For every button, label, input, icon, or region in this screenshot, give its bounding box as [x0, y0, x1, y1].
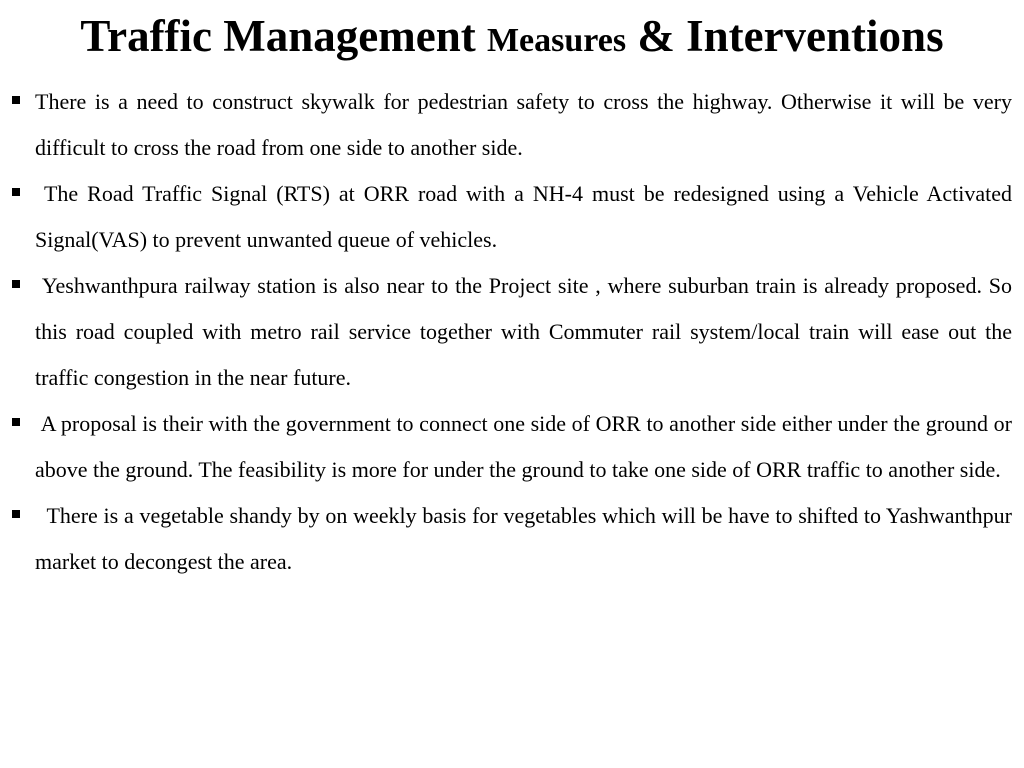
title-part-1: Traffic Management	[80, 11, 487, 61]
bullet-text: The Road Traffic Signal (RTS) at ORR road with a NH-4 must be redesigned using a Vehicle Activated Signal(VAS) to prevent unwanted queue of vehicles.	[35, 181, 1012, 252]
bullet-item-5	[0, 493, 1024, 585]
square-bullet-icon	[12, 418, 20, 426]
bullet-text: Yeshwanthpura railway station is also near to the Project site , where suburban train is already proposed. So this road coupled with metro rail service together with Commuter rail system/local train will ease out the traffic congestion in the near future.	[35, 273, 1012, 390]
square-bullet-icon	[12, 280, 20, 288]
bullet-text: There is a need to construct skywalk for pedestrian safety to cross the highway. Otherwise it will be very difficult to cross the road from one side to another side.	[35, 89, 1012, 160]
bullet-item-1	[0, 79, 1024, 171]
bullet-item-4	[0, 401, 1024, 493]
bullet-item-3	[0, 263, 1024, 401]
square-bullet-icon	[12, 510, 20, 518]
bullet-text: There is a vegetable shandy by on weekly basis for vegetables which will be have to shifted to Yashwanthpur market to decongest the area.	[35, 503, 1012, 574]
square-bullet-icon	[12, 188, 20, 196]
title-part-3: & Interventions	[626, 11, 944, 61]
bullet-list	[0, 79, 1024, 585]
bullet-item-2	[0, 171, 1024, 263]
slide-title	[0, 10, 1024, 67]
bullet-text: A proposal is their with the government to connect one side of ORR to another side either under the ground or above the ground. The feasibility is more for under the ground to take one side of ORR traffic to another side.	[35, 411, 1012, 482]
square-bullet-icon	[12, 96, 20, 104]
title-part-2: Measures	[486, 22, 627, 59]
